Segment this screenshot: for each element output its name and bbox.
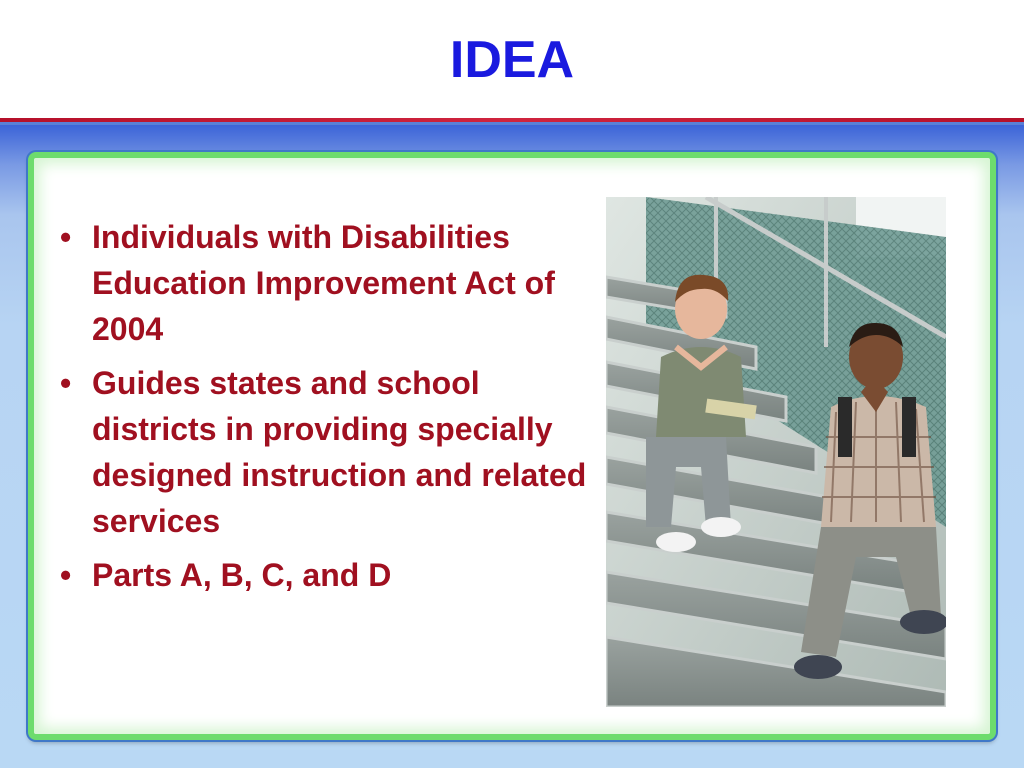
bullet-list: [60, 214, 590, 606]
title-area: [0, 0, 1024, 120]
bullet-marker: •: [60, 365, 72, 401]
slide-title: IDEA: [449, 31, 575, 89]
bullet-marker: •: [60, 219, 72, 255]
photo-illustration: [606, 197, 946, 707]
bullet-text: Individuals with Disabilities Education Improvement Act of 2004: [92, 219, 555, 347]
bullet-marker: •: [60, 557, 72, 593]
bullet-text: Guides states and school districts in providing specially designed instruction and related services: [92, 365, 587, 539]
bullet-item-purpose: [60, 360, 590, 544]
two-boys-on-stairs-photo: [606, 197, 946, 707]
bullet-text: Parts A, B, C, and D: [92, 557, 392, 593]
bullet-item-parts: [60, 552, 590, 598]
bullet-item-act-name: [60, 214, 590, 352]
